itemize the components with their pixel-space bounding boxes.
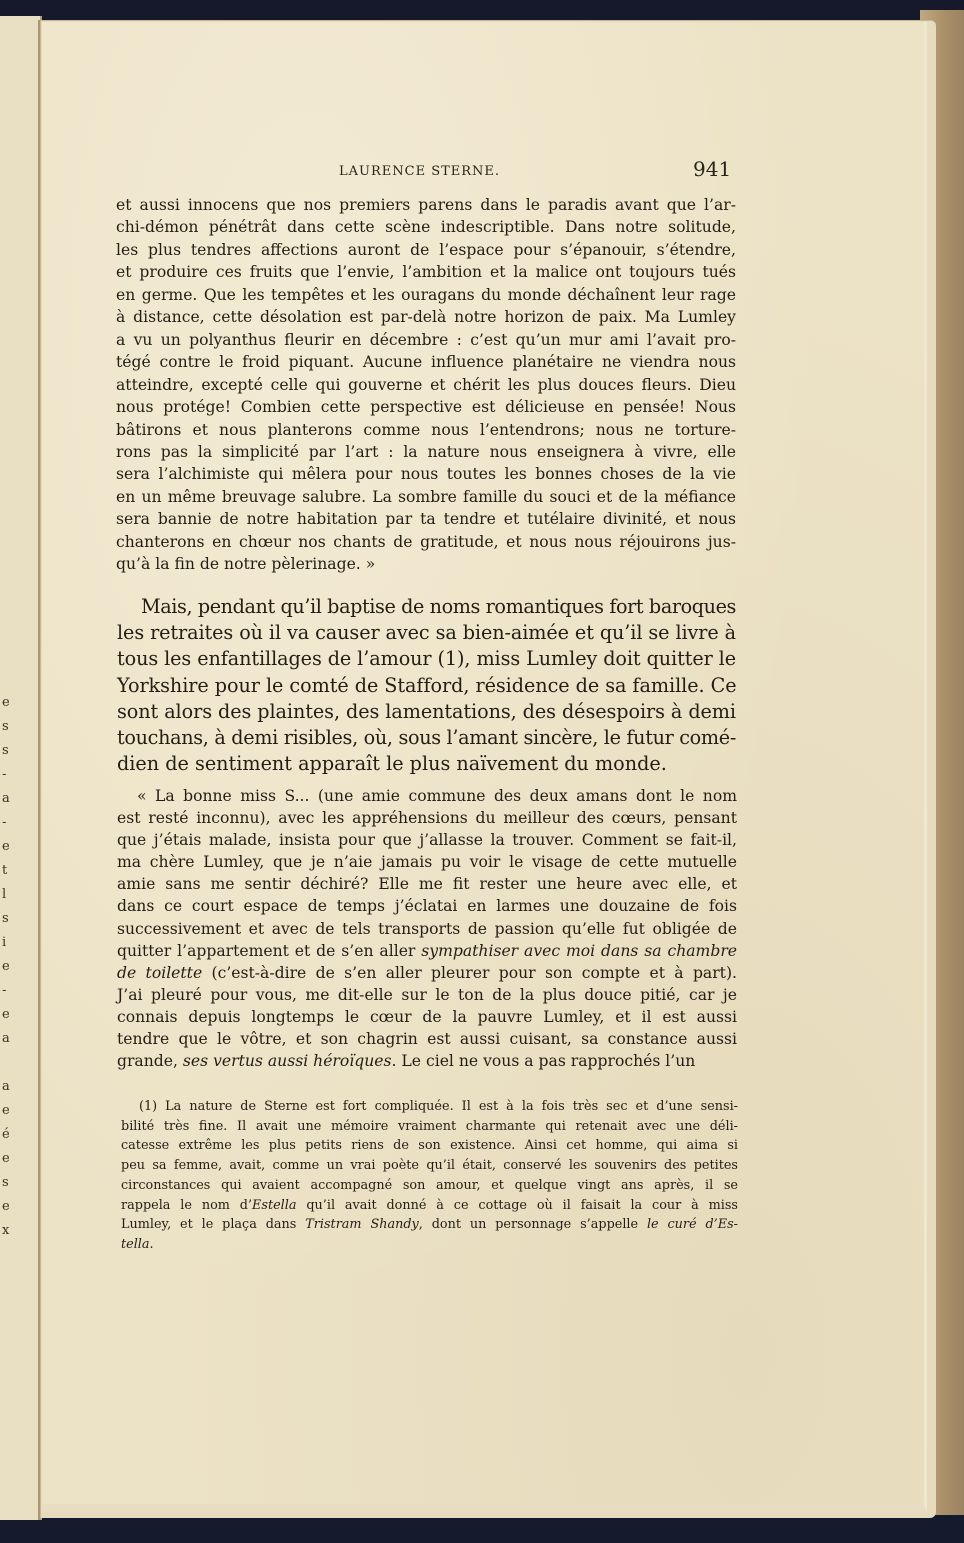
text-line: chanterons en chœur nos chants de gratitude, et nous nous réjouirons jus- <box>116 532 736 551</box>
page-number: 941 <box>693 157 732 181</box>
text-line: les retraites où il va causer avec sa bien-aimée et qu’il se livre à <box>117 621 736 645</box>
text-line: bâtirons et nous planterons comme nous l’entendrons; nous ne torture- <box>116 420 736 439</box>
text-line: J’ai pleuré pour vous, me dit-elle sur le ton de la plus douce pitié, car je <box>117 985 737 1004</box>
text-line: bilité très fine. Il avait une mémoire vraiment charmante qui retenait avec une déli- <box>121 1118 738 1134</box>
fragment-letter: a <box>2 1031 10 1046</box>
facing-page-text-fragments <box>2 691 22 1243</box>
fragment-letter: s <box>2 719 9 734</box>
fragment-letter: e <box>2 959 10 974</box>
text-line: sera bannie de notre habitation par ta tendre et tutélaire divinité, et nous <box>116 510 736 529</box>
text-line: dien de sentiment apparaît le plus naïvement du monde. <box>117 752 667 776</box>
fragment-letter: - <box>2 767 7 782</box>
text-line: Mais, pendant qu’il baptise de noms romantiques fort baroques <box>141 595 736 618</box>
text-line: sera l’alchimiste qui mêlera pour nous toutes les bonnes choses de la vie <box>116 465 736 484</box>
fragment-letter: x <box>2 1223 10 1238</box>
fragment-letter: s <box>2 911 9 926</box>
text-line: tégé contre le froid piquant. Aucune influence planétaire ne viendra nous <box>116 353 736 372</box>
fragment-letter: s <box>2 743 9 758</box>
facing-page-edge <box>0 16 42 1524</box>
text-line: que j’étais malade, insista pour que j’allasse la trouver. Comment se fait-il, <box>117 831 737 850</box>
text-line: « La bonne miss S... (une amie commune des deux amans dont le nom <box>137 787 737 805</box>
fragment-letter: e <box>2 695 10 710</box>
fragment-letter: s <box>2 1175 9 1190</box>
text-line: qu’à la fin de notre pèlerinage. » <box>116 555 376 574</box>
fragment-letter: l <box>2 887 7 902</box>
scan-background-top <box>0 0 964 18</box>
fragment-letter: e <box>2 1199 10 1214</box>
text-line: chi-démon pénétrât dans cette scène indescriptible. Dans notre solitude, <box>116 218 736 237</box>
footnote <box>121 1097 738 1255</box>
quoted-letter <box>117 785 737 1072</box>
fragment-letter: - <box>2 983 7 998</box>
fragment-letter: t <box>2 863 8 878</box>
text-line: amie sans me sentir déchiré? Elle me fit rester une heure avec elle, et <box>117 875 737 894</box>
text-line: tous les enfantillages de l’amour (1), miss Lumley doit quitter le <box>117 647 736 671</box>
text-line: grande, ses vertus aussi héroïques. Le ciel ne vous a pas rapprochés l’un <box>117 1052 696 1071</box>
text-line: quitter l’appartement et de s’en aller sympathiser avec moi dans sa chambre <box>117 941 737 960</box>
text-line: rons pas la simplicité par l’art : la nature nous enseignera à vivre, elle <box>116 442 736 461</box>
text-line: ma chère Lumley, que je n’aie jamais pu voir le visage de cette mutuelle <box>117 853 737 872</box>
text-line: rappela le nom d’Estella qu’il avait donné à ce cottage où il faisait la cour à miss <box>121 1197 738 1213</box>
text-line: tella. <box>121 1236 154 1252</box>
text-line: à distance, cette désolation est par-delà notre horizon de paix. Ma Lumley <box>116 308 736 327</box>
text-line: nous protége! Combien cette perspective est délicieuse en pensée! Nous <box>116 398 736 417</box>
fragment-letter: i <box>2 935 7 950</box>
text-line: est resté inconnu), avec les appréhensions du meilleur des cœurs, pensant <box>117 809 737 828</box>
fragment-letter: e <box>2 1103 10 1118</box>
text-line: successivement et avec de tels transports de passion qu’elle fut obligée de <box>117 919 737 938</box>
scan-background-bottom <box>0 1520 964 1543</box>
text-line: Yorkshire pour le comté de Stafford, résidence de sa famille. Ce <box>117 673 737 697</box>
text-line: et produire ces fruits que l’envie, l’ambition et la malice ont toujours tués <box>116 263 736 282</box>
text-line: en un même breuvage salubre. La sombre famille du souci et de la méfiance <box>116 487 736 506</box>
text-line: Lumley, et le plaça dans Tristram Shandy, dont un personnage s’appelle le curé d’Es- <box>121 1217 738 1233</box>
quoted-letter-continuation <box>116 194 736 576</box>
text-line: tendre que le vôtre, et son chagrin est aussi cuisant, sa constance aussi <box>117 1030 737 1049</box>
text-line: (1) La nature de Sterne est fort compliquée. Il est à la fois très sec et d’une sensi- <box>139 1099 738 1114</box>
body-paragraph <box>117 594 736 777</box>
text-line: et aussi innocens que nos premiers parens dans le paradis avant que l’ar- <box>116 196 736 214</box>
text-line: connais depuis longtemps le cœur de la pauvre Lumley, et il est aussi <box>117 1007 737 1026</box>
text-line: touchans, à demi risibles, où, sous l’amant sincère, le futur comé- <box>117 726 736 750</box>
text-line: peu sa femme, avait, comme un vrai poète qu’il était, conservé les souvenirs des petites <box>121 1158 738 1174</box>
fragment-letter: a <box>2 1079 10 1094</box>
fragment-letter: e <box>2 1151 10 1166</box>
fragment-letter <box>2 1051 22 1075</box>
fragment-letter: é <box>2 1127 10 1142</box>
text-line: a vu un polyanthus fleurir en décembre : c’est qu’un mur ami l’avait pro- <box>116 330 736 349</box>
text-line: de toilette (c’est-à-dire de s’en aller pleurer pour son compte et à part). <box>117 963 737 982</box>
text-line: catesse extrême les plus petits riens de son existence. Ainsi cet homme, qui aima si <box>121 1138 738 1154</box>
fragment-letter: - <box>2 815 7 830</box>
fragment-letter: a <box>2 791 10 806</box>
text-line: dans ce court espace de temps j’éclatai en larmes une douzaine de fois <box>117 897 737 916</box>
fragment-letter: e <box>2 839 10 854</box>
text-line: les plus tendres affections auront de l’espace pour s’épanouir, s’étendre, <box>116 240 736 259</box>
running-head: LAURENCE STERNE. <box>339 164 501 179</box>
text-line: circonstances qui avaient accompagné son amour, et quelque vingt ans après, il se <box>121 1177 738 1193</box>
text-line: en germe. Que les tempêtes et les ouragans du monde déchaînent leur rage <box>116 285 736 304</box>
text-line: sont alors des plaintes, des lamentations, des désespoirs à demi <box>117 699 736 723</box>
fragment-letter: e <box>2 1007 10 1022</box>
text-line: atteindre, excepté celle qui gouverne et chérit les plus douces fleurs. Dieu <box>116 375 736 394</box>
